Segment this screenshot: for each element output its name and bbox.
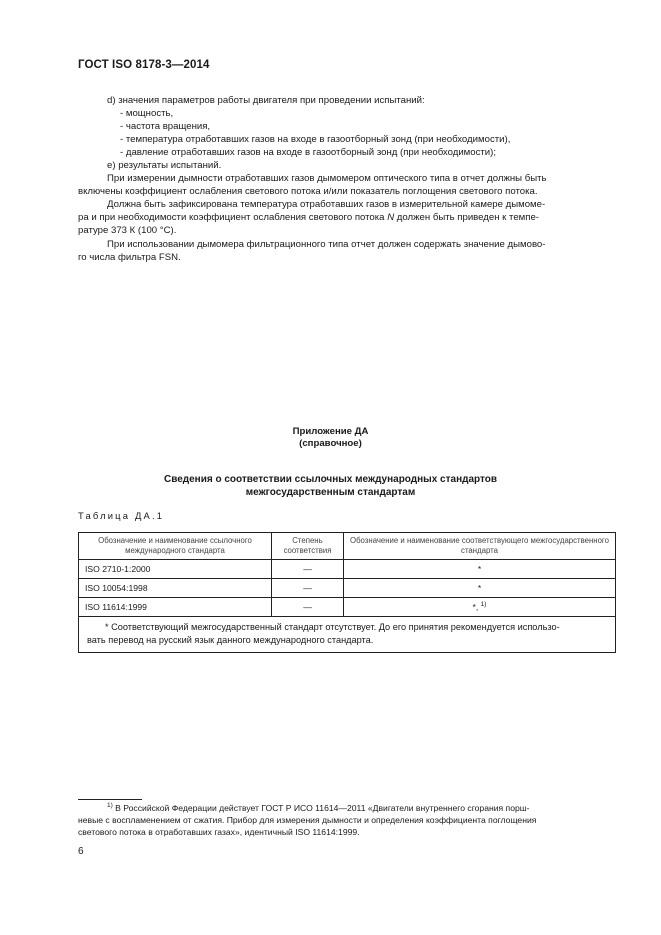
footnote-divider	[78, 799, 142, 800]
correspondence-table	[78, 532, 616, 653]
body-line: d) значения параметров работы двигателя при проведении испытаний:	[107, 95, 425, 106]
header-interstate-standard: Обозначение и наименование соответствующего межгосударственного стандарта	[344, 533, 616, 560]
symbol-n: N	[387, 212, 395, 223]
annex-title: Приложение ДА	[292, 426, 369, 437]
cell-standard: ISO 10054:1998	[79, 579, 272, 598]
counterpart-mark: *,	[472, 602, 479, 612]
table-note-row	[79, 617, 616, 653]
footnote-line1	[107, 803, 530, 815]
cell-degree: —	[272, 579, 344, 598]
cell-counterpart: *	[344, 560, 616, 579]
footnote-line3: светового потока в отработавших газах», идентичный ISO 11614:1999.	[78, 827, 360, 837]
body-line-composite	[78, 211, 539, 224]
body-line: ратуре 373 К (100 °С).	[78, 225, 177, 236]
cell-degree: —	[272, 560, 344, 579]
body-text: ра и при необходимости коэффициент ослабления светового потока	[78, 212, 385, 223]
footnote-marker: 1)	[107, 802, 113, 810]
body-line: включены коэффициент ослабления светового потока и/или показатель поглощения светового потока.	[78, 186, 538, 197]
annex-heading-line2: межгосударственным стандартам	[245, 487, 416, 498]
body-line: е) результаты испытаний.	[107, 160, 222, 171]
annex-heading-line1: Сведения о соответствии ссылочных международных стандартов	[163, 474, 498, 485]
header-degree: Степень соответствия	[272, 533, 344, 560]
table-row	[79, 598, 616, 617]
note-line1: * Соответствующий межгосударственный стандарт отсутствует. До его принятия рекомендуется использо-	[105, 622, 560, 632]
body-line: - температура отработавших газов на входе в газоотборный зонд (при необходимости),	[120, 134, 511, 145]
table-row	[79, 579, 616, 598]
body-line: При измерении дымности отработавших газов дымомером оптического типа в отчет должны быть	[107, 173, 547, 184]
document-header: ГОСТ ISO 8178-3—2014	[78, 59, 210, 71]
header-intl-standard: Обозначение и наименование ссылочного международного стандарта	[79, 533, 272, 560]
table-row	[79, 560, 616, 579]
cell-standard: ISO 11614:1999	[79, 598, 272, 617]
note-line2: вать перевод на русский язык данного международного стандарта.	[87, 635, 374, 645]
body-line: Должна быть зафиксирована температура отработавших газов в измерительной камере дымоме-	[107, 199, 546, 210]
cell-counterpart	[344, 598, 616, 617]
body-line: го числа фильтра FSN.	[78, 252, 181, 263]
footnote-line2: невые с воспламенением от сжатия. Прибор для измерения дымности и определения коэффициента поглощения	[78, 815, 537, 825]
footnote-ref: 1)	[480, 601, 487, 609]
page-number: 6	[78, 846, 84, 857]
cell-standard: ISO 2710-1:2000	[79, 560, 272, 579]
table-header-row	[79, 533, 616, 560]
annex-subtitle: (справочное)	[299, 438, 362, 449]
table-note	[79, 617, 616, 653]
body-text: должен быть приведен к темпе-	[396, 212, 539, 223]
cell-counterpart: *	[344, 579, 616, 598]
cell-degree: —	[272, 598, 344, 617]
body-line: - частота вращения,	[120, 121, 211, 132]
table-label: Таблица ДА.1	[78, 510, 165, 521]
body-line: - давление отработавших газов на входе в газоотборный зонд (при необходимости);	[120, 147, 497, 158]
body-line: - мощность,	[120, 108, 174, 119]
footnote-text: В Российской Федерации действует ГОСТ Р ИСО 11614—2011 «Двигатели внутреннего сгорания порш-	[115, 803, 530, 813]
body-line: При использовании дымомера фильтрационного типа отчет должен содержать значение дымово-	[107, 239, 546, 250]
